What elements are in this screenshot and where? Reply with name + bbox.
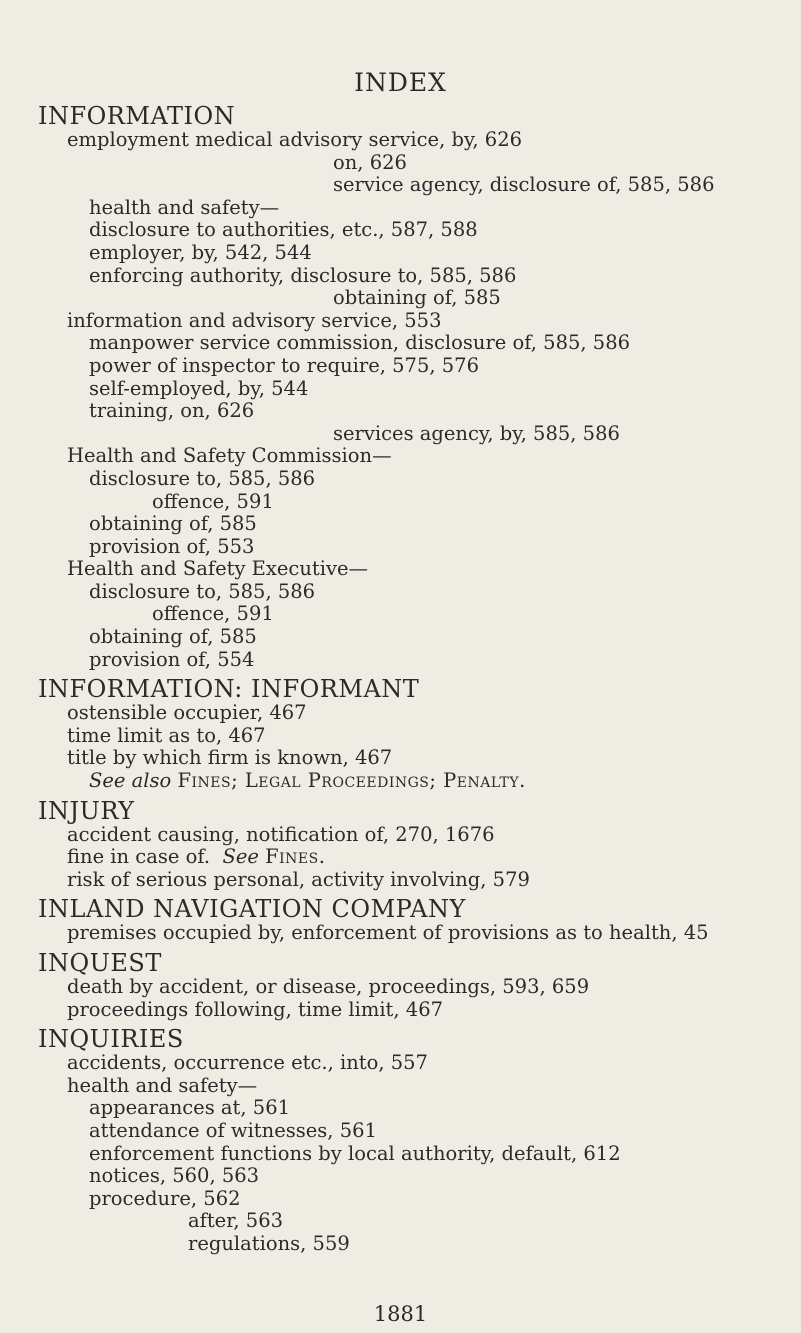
index-subentry: Health and Safety Commission—	[67, 444, 392, 468]
index-subentry: risk of serious personal, activity involving, 579	[67, 867, 530, 891]
page-number: 1881	[373, 1302, 428, 1326]
index-subentry: time limit as to, 467	[67, 723, 266, 747]
index-subentry: employer, by, 542, 544	[89, 240, 312, 264]
index-subentry: health and safety—	[89, 195, 280, 219]
index-subentry: provision of, 554	[89, 647, 255, 671]
index-heading-inland-navigation: INLAND NAVIGATION COMPANY	[38, 895, 466, 924]
injury-fine-text: fine in case of.	[67, 845, 211, 869]
index-subentry: death by accident, or disease, proceedings, 593, 659	[67, 975, 590, 998]
index-subentry: enforcing authority, disclosure to, 585, 586	[89, 263, 517, 287]
index-subentry: notices, 560, 563	[89, 1164, 260, 1188]
index-subentry: accidents, occurrence etc., into, 557	[67, 1051, 428, 1075]
index-subentry: service agency, disclosure of, 585, 586	[333, 173, 715, 197]
index-heading-inquest: INQUEST	[38, 949, 162, 977]
index-subentry: disclosure to, 585, 586	[89, 466, 316, 490]
index-heading-information-informant: INFORMATION: INFORMANT	[38, 675, 420, 704]
index-subentry: proceedings following, time limit, 467	[67, 997, 444, 1021]
index-entries	[38, 104, 798, 1256]
see-also-targets: Fines; Legal Proceedings; Penalty.	[177, 769, 526, 793]
index-subentry: employment medical advisory service, by, 626	[67, 128, 523, 151]
index-subentry: offence, 591	[152, 489, 274, 513]
index-subentry: appearances at, 561	[89, 1096, 291, 1120]
index-subentry: title by which firm is known, 467	[67, 746, 393, 770]
index-subentry: information and advisory service, 553	[67, 308, 442, 332]
index-subentry: ostensible occupier, 467	[67, 701, 307, 725]
index-subentry: health and safety—	[67, 1073, 258, 1097]
page-title: INDEX	[354, 68, 447, 97]
index-heading-information: INFORMATION	[38, 102, 236, 130]
index-subentry: procedure, 562	[89, 1186, 241, 1210]
index-subentry: on, 626	[333, 150, 407, 174]
index-subentry: services agency, by, 585, 586	[333, 421, 620, 445]
index-subentry: training, on, 626	[89, 399, 255, 423]
see-label: See	[222, 845, 259, 869]
index-subentry	[38, 846, 798, 869]
index-subentry: enforcement functions by local authority, default, 612	[89, 1141, 621, 1165]
index-subentry: regulations, 559	[188, 1231, 350, 1255]
index-subentry: after, 563	[188, 1209, 284, 1233]
index-subentry: disclosure to, 585, 586	[89, 579, 316, 603]
index-subentry: accident causing, notification of, 270, 1676	[67, 822, 495, 846]
index-subentry: manpower service commission, disclosure of, 585, 586	[89, 331, 631, 355]
index-heading-injury: INJURY	[38, 796, 135, 825]
index-subentry: disclosure to authorities, etc., 587, 588	[89, 218, 478, 242]
see-also-label: See also	[89, 769, 172, 793]
index-subentry: self-employed, by, 544	[89, 376, 309, 400]
see-target: Fines.	[265, 845, 326, 869]
index-subentry: power of inspector to require, 575, 576	[89, 353, 479, 377]
index-subentry: obtaining of, 585	[89, 512, 257, 536]
index-heading-inquiries: INQUIRIES	[38, 1025, 184, 1054]
index-subentry: obtaining of, 585	[89, 625, 257, 649]
index-subentry: Health and Safety Executive—	[67, 557, 369, 581]
index-subentry: attendance of witnesses, 561	[89, 1118, 377, 1142]
index-subentry: provision of, 553	[89, 534, 255, 558]
see-also-reference	[38, 770, 798, 793]
index-subentry: obtaining of, 585	[333, 286, 501, 310]
index-subentry: premises occupied by, enforcement of provisions as to health, 45	[67, 921, 709, 945]
index-subentry: offence, 591	[152, 602, 274, 626]
